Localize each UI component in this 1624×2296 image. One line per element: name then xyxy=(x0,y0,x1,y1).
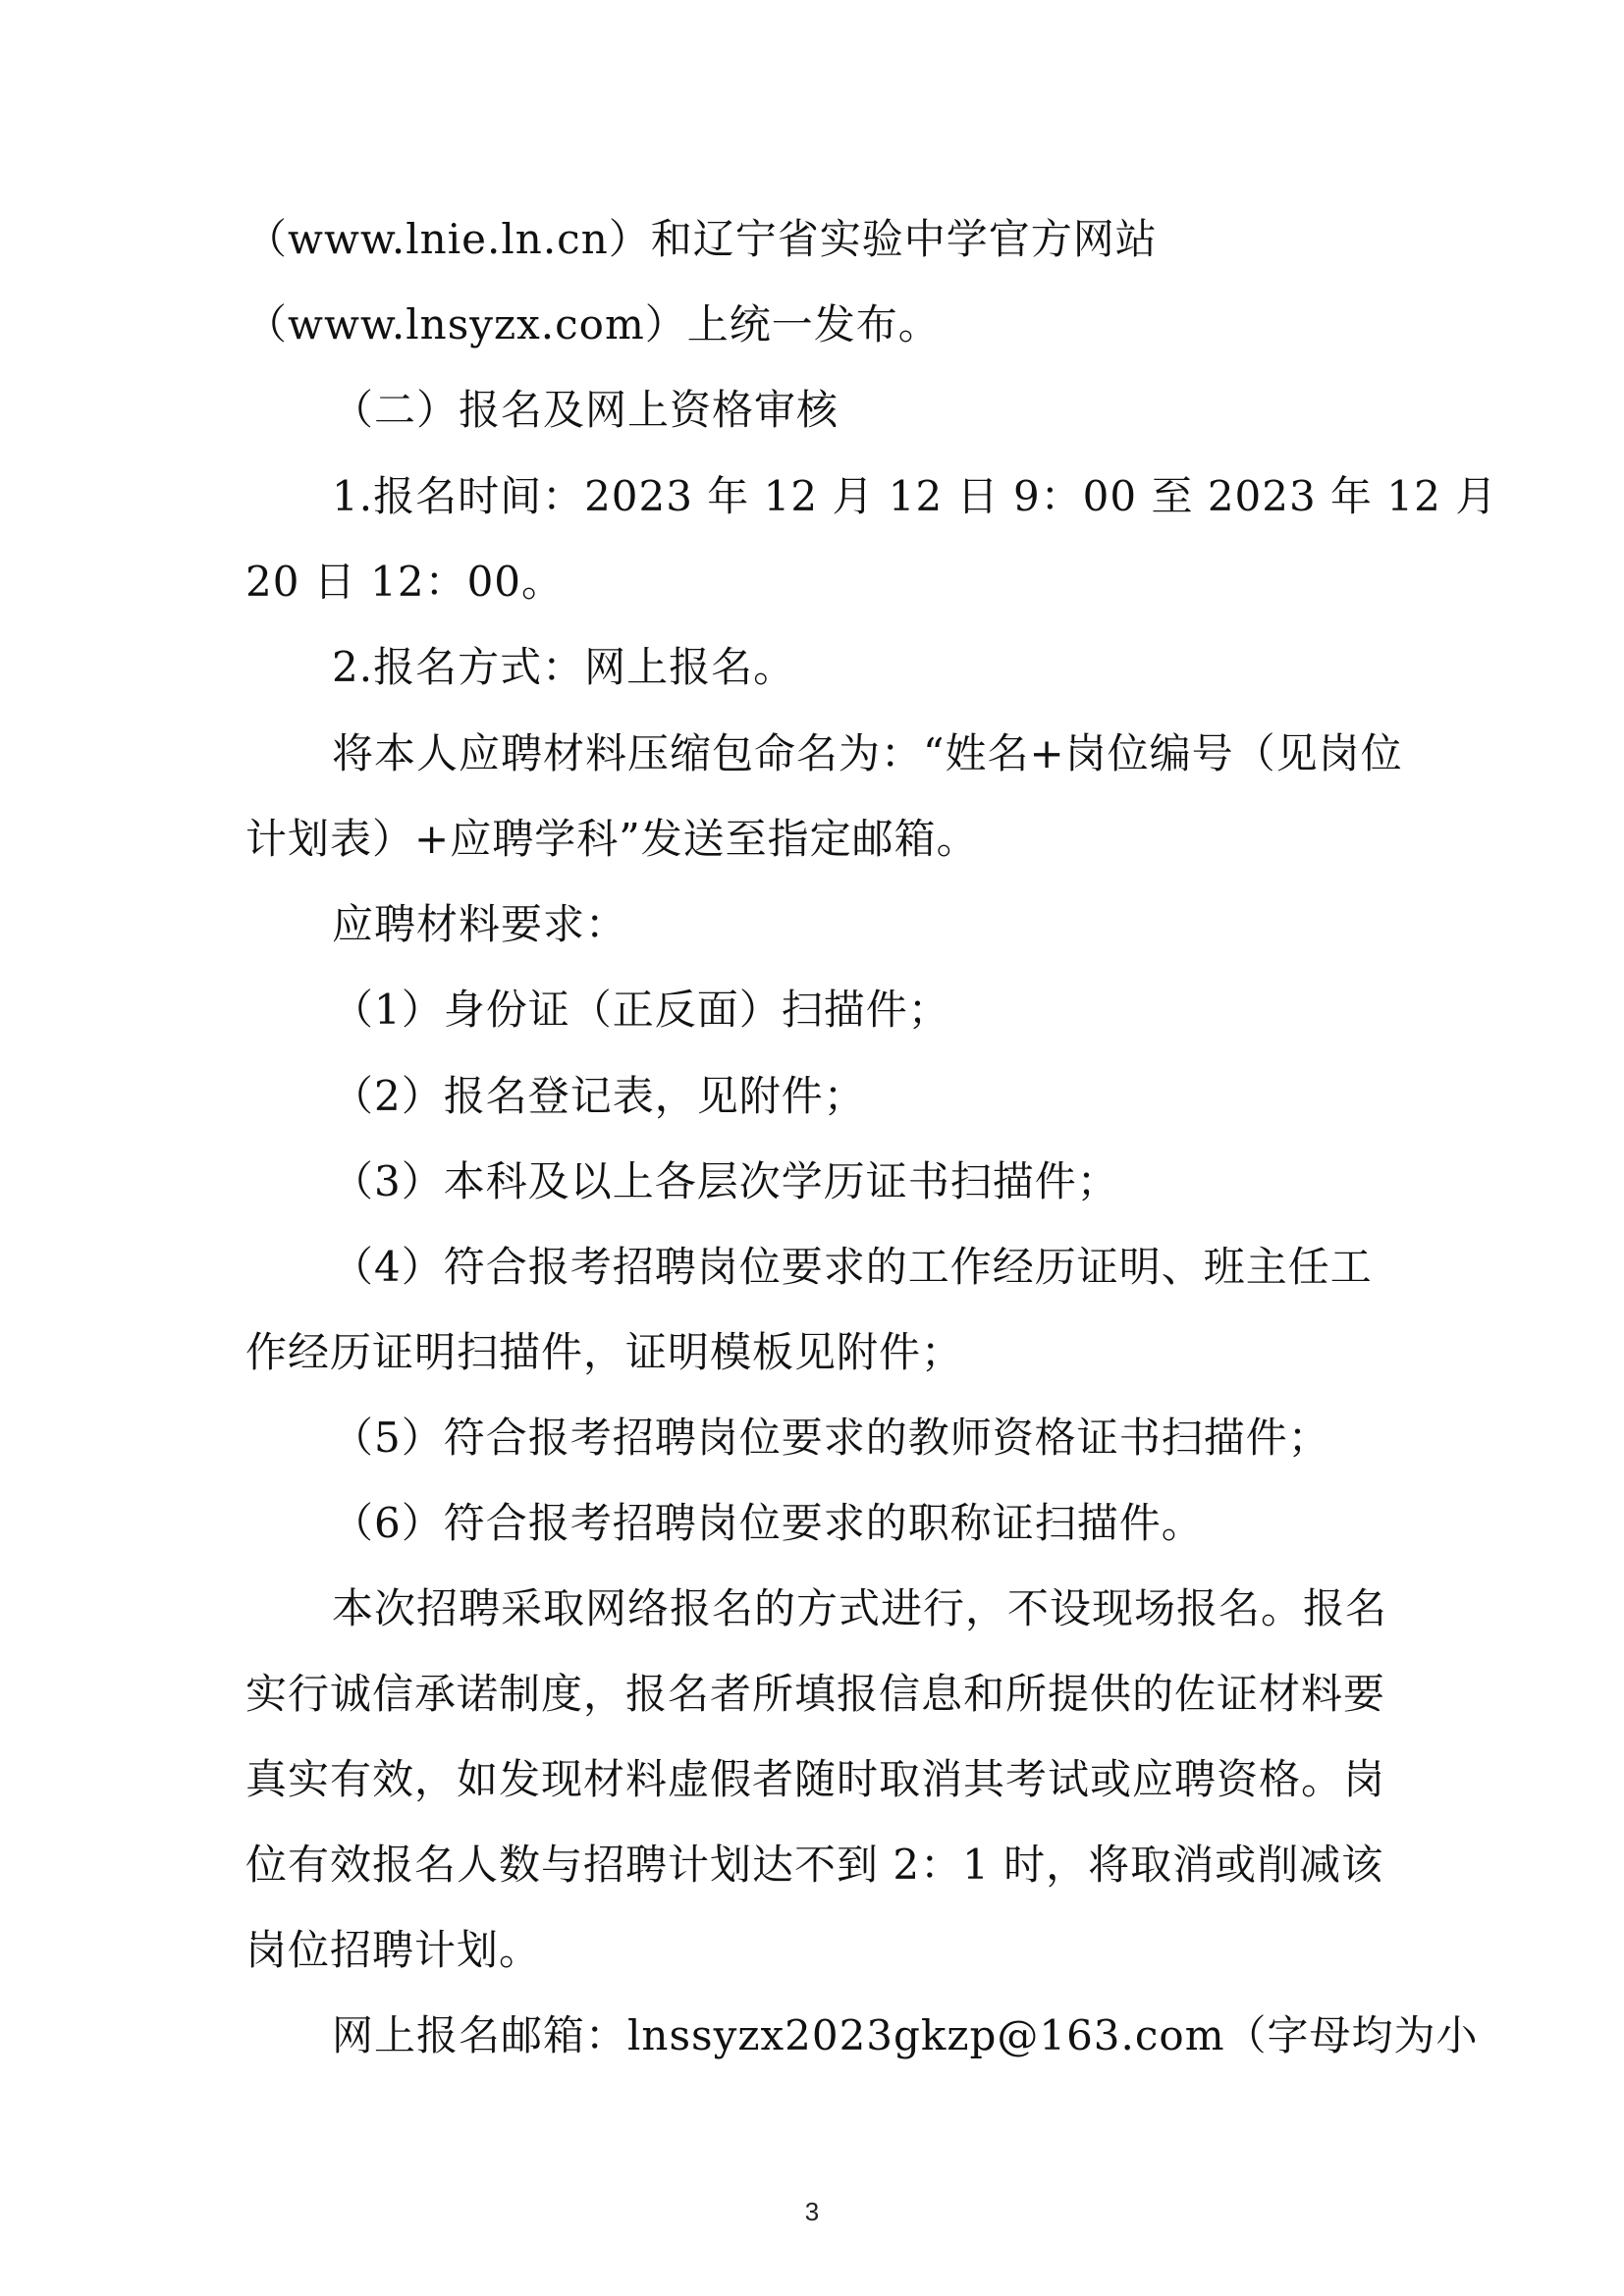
text-line: 1.报名时间：2023 年 12 月 12 日 9：00 至 2023 年 12 月 xyxy=(332,472,1498,520)
list-item: （2）报名登记表，见附件； xyxy=(332,1072,866,1120)
text-line: 20 日 12：00。 xyxy=(245,558,565,606)
text-line: 岗位招聘计划。 xyxy=(245,1926,542,1974)
section-heading: （二）报名及网上资格审核 xyxy=(332,386,839,434)
text-line: （www.lnsyzx.com）上统一发布。 xyxy=(245,300,941,348)
list-item: （1）身份证（正反面）扫描件； xyxy=(332,986,950,1034)
text-line: 真实有效，如发现材料虚假者随时取消其考试或应聘资格。岗 xyxy=(245,1755,1386,1803)
text-line: 实行诚信承诺制度，报名者所填报信息和所提供的佐证材料要 xyxy=(245,1670,1386,1718)
text-line: 2.报名方式：网上报名。 xyxy=(332,643,796,691)
list-item: （5）符合报考招聘岗位要求的教师资格证书扫描件； xyxy=(332,1414,1330,1462)
list-item: （6）符合报考招聘岗位要求的职称证扫描件。 xyxy=(332,1499,1204,1547)
text-line: 本次招聘采取网络报名的方式进行，不设现场报名。报名 xyxy=(332,1584,1388,1632)
text-line: 计划表）+应聘学科”发送至指定邮箱。 xyxy=(245,815,979,863)
text-line: 网上报名邮箱：lnssyzx2023gkzp@163.com（字母均为小 xyxy=(332,2011,1479,2059)
text-line: 位有效报名人数与招聘计划达不到 2：1 时，将取消或削减该 xyxy=(245,1841,1384,1889)
text-line: 应聘材料要求： xyxy=(332,900,628,948)
text-line: （www.lnie.ln.cn）和辽宁省实验中学官方网站 xyxy=(245,215,1158,263)
list-item: （3）本科及以上各层次学历证书扫描件； xyxy=(332,1157,1119,1205)
text-line: 作经历证明扫描件，证明模板见附件； xyxy=(245,1328,964,1376)
text-line: 将本人应聘材料压缩包命名为：“姓名+岗位编号（见岗位 xyxy=(332,729,1403,777)
page-number: 3 xyxy=(804,2197,820,2226)
list-item: （4）符合报考招聘岗位要求的工作经历证明、班主任工 xyxy=(332,1243,1373,1291)
